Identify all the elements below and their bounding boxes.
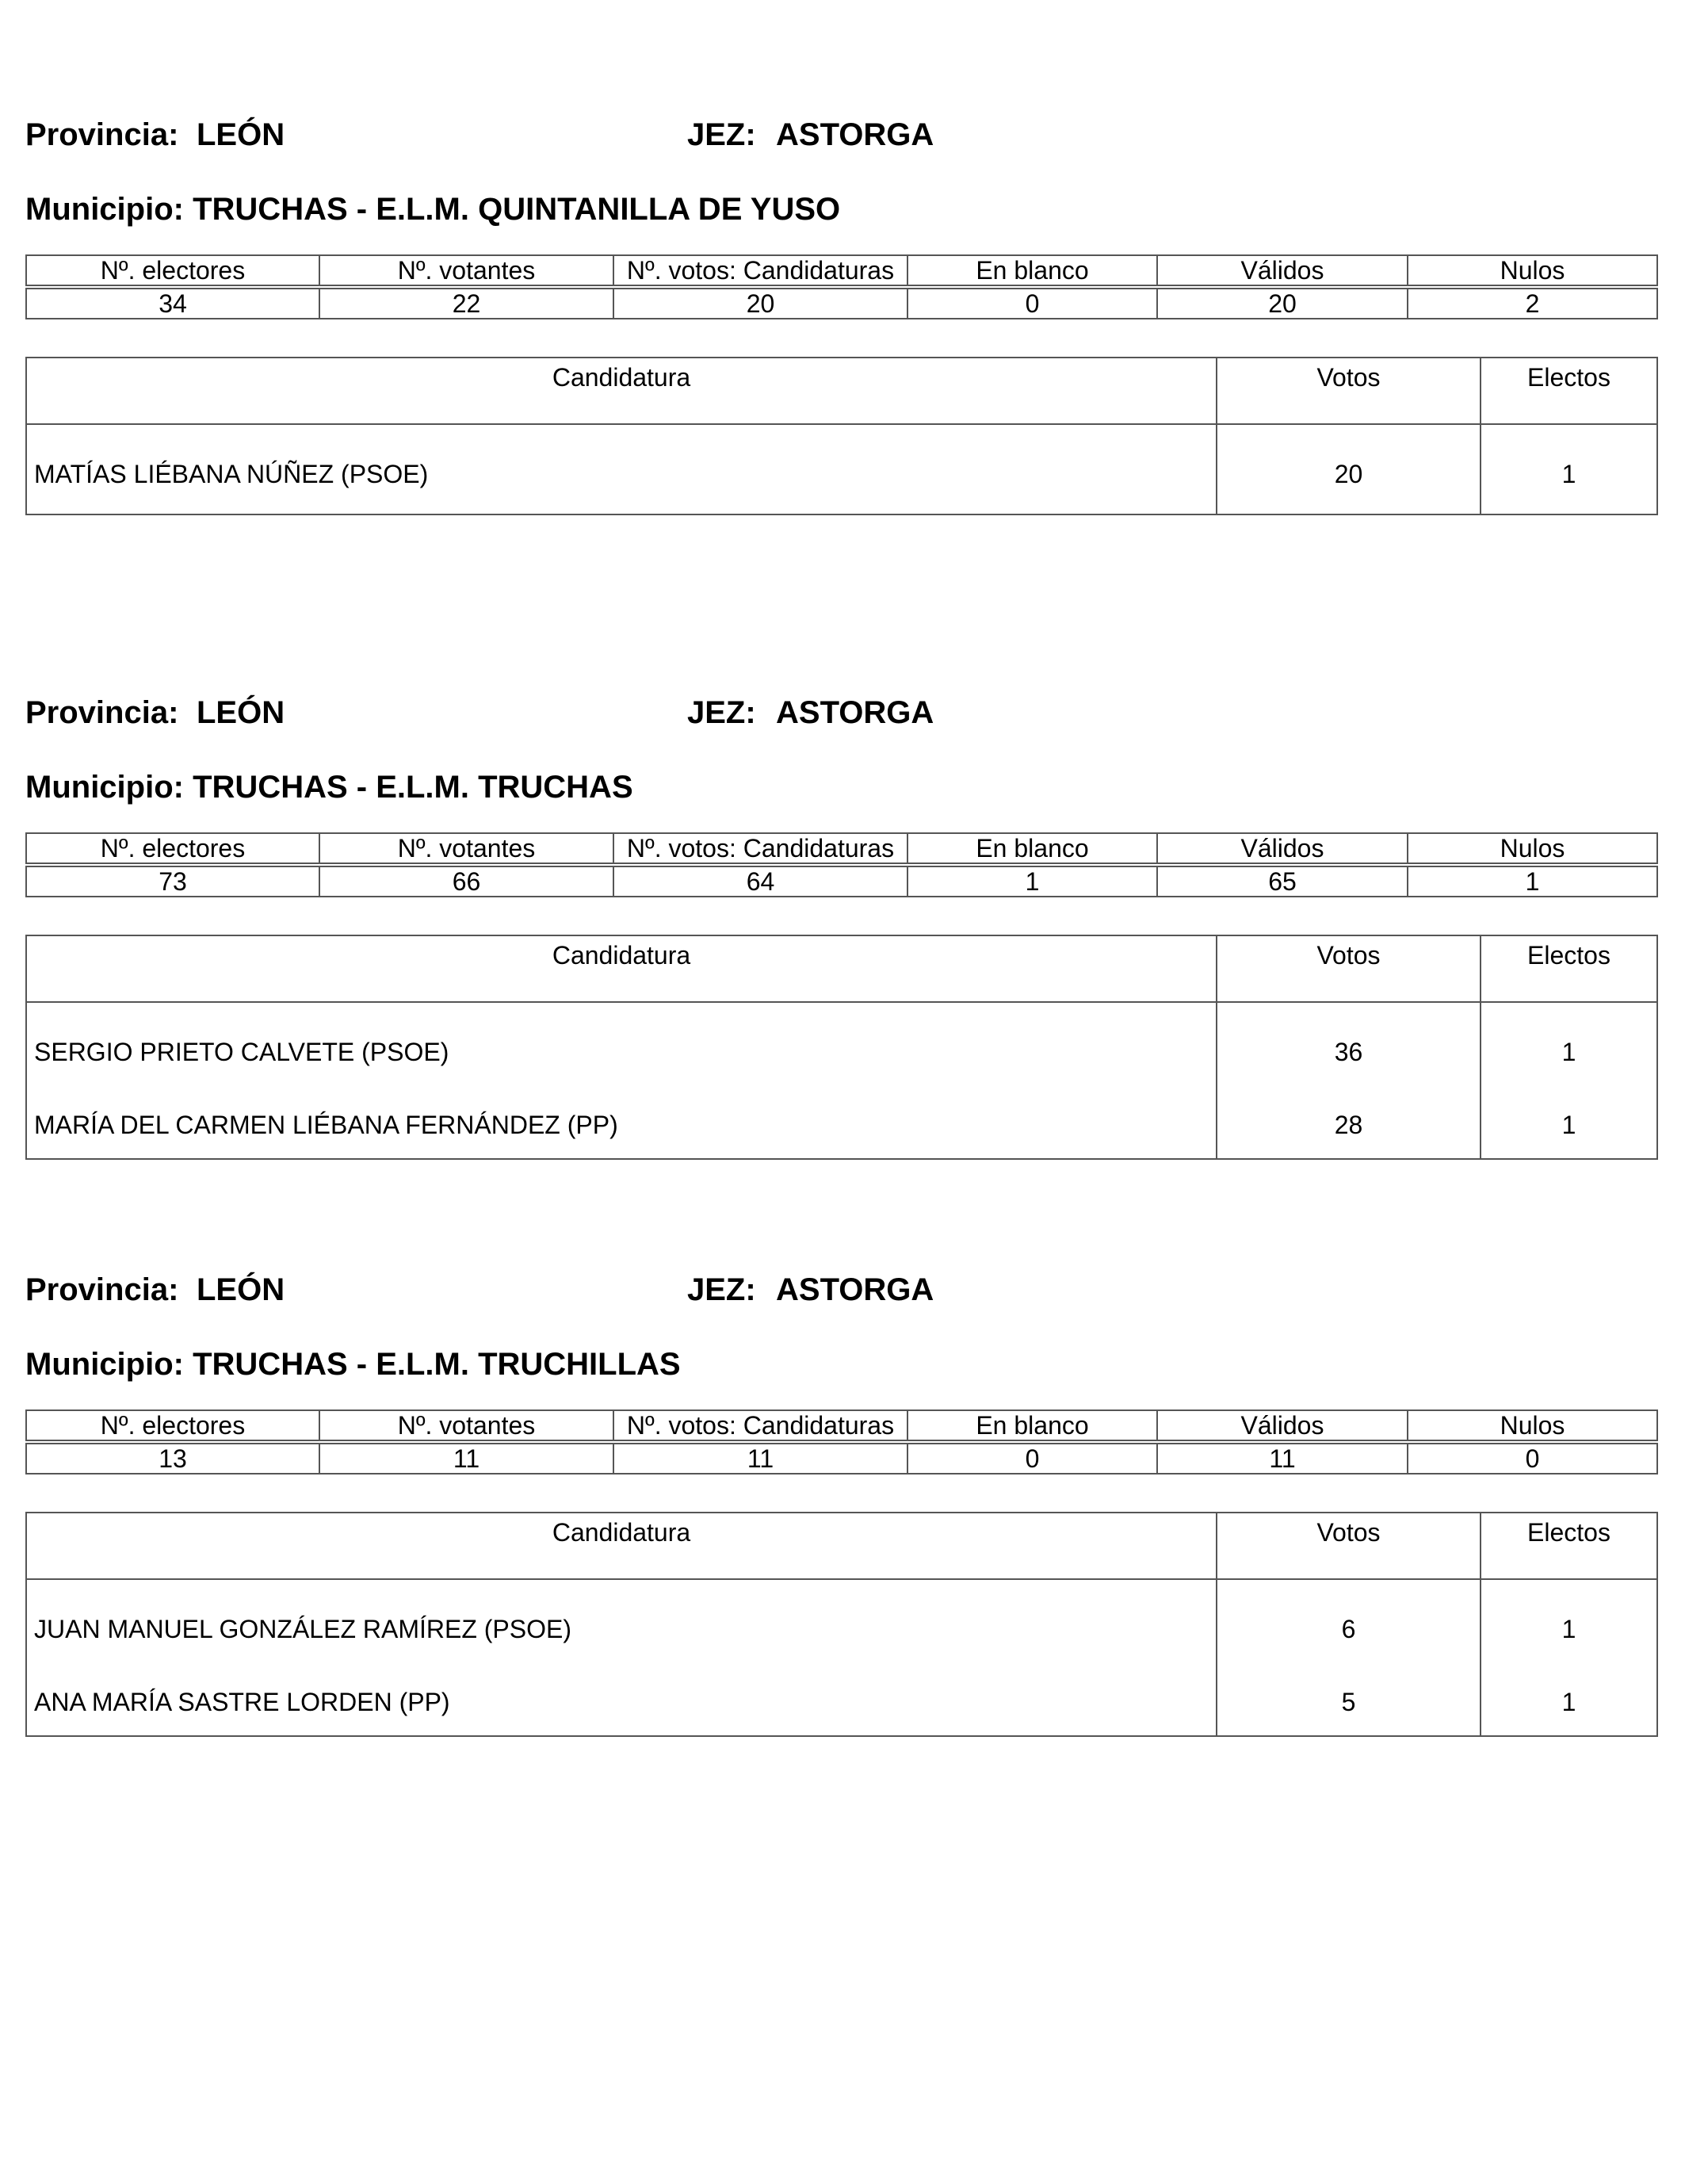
- candidates-table: [25, 1512, 1658, 1737]
- candidate-electos: 1: [1481, 424, 1657, 514]
- stats-value-row: [26, 289, 1657, 319]
- candidate-name: MARÍA DEL CARMEN LIÉBANA FERNÁNDEZ (PP): [26, 1092, 1217, 1159]
- stat-value-en-blanco: 0: [907, 1444, 1157, 1474]
- stat-value-votantes: 66: [319, 866, 613, 897]
- candidate-name: SERGIO PRIETO CALVETE (PSOE): [26, 1002, 1217, 1092]
- stat-value-en-blanco: 1: [907, 866, 1157, 897]
- stat-header-validos: Válidos: [1157, 833, 1408, 863]
- stat-value-votantes: 11: [319, 1444, 613, 1474]
- cand-header-electos: Electos: [1481, 935, 1657, 1002]
- provincia-label: Provincia:: [25, 117, 179, 152]
- stat-header-electores: Nº. electores: [26, 833, 319, 863]
- jez-value: ASTORGA: [776, 1272, 934, 1307]
- municipio-value: TRUCHAS - E.L.M. TRUCHAS: [193, 770, 633, 805]
- stat-header-votantes: Nº. votantes: [319, 1410, 613, 1440]
- candidate-row: [26, 1092, 1657, 1159]
- cand-header-candidatura: Candidatura: [26, 1513, 1217, 1579]
- candidates-header-row: [26, 1513, 1657, 1579]
- candidate-row: [26, 424, 1657, 514]
- header-line: [25, 690, 1656, 735]
- municipio-value: TRUCHAS - E.L.M. QUINTANILLA DE YUSO: [193, 192, 841, 227]
- candidate-votos: 28: [1217, 1092, 1481, 1159]
- stat-header-votantes: Nº. votantes: [319, 833, 613, 863]
- header-line: [25, 113, 1656, 157]
- provincia-value: LEÓN: [197, 695, 285, 730]
- municipio-line: [25, 765, 1656, 809]
- stats-header-row: [26, 255, 1657, 285]
- municipio-label: Municipio:: [25, 770, 184, 805]
- jez-value: ASTORGA: [776, 695, 934, 730]
- section-truchas: [25, 690, 1656, 1160]
- candidate-row: [26, 1669, 1657, 1736]
- stat-value-votantes: 22: [319, 289, 613, 319]
- stat-value-electores: 73: [26, 866, 319, 897]
- municipio-line: [25, 187, 1656, 231]
- stats-value-row: [26, 1444, 1657, 1474]
- stat-value-votos-candidaturas: 64: [613, 866, 907, 897]
- stat-value-validos: 20: [1157, 289, 1408, 319]
- stat-header-nulos: Nulos: [1408, 833, 1657, 863]
- candidate-votos: 6: [1217, 1579, 1481, 1669]
- candidates-header-row: [26, 935, 1657, 1002]
- municipio-line: [25, 1342, 1656, 1387]
- jez-value: ASTORGA: [776, 117, 934, 152]
- provincia-label: Provincia:: [25, 695, 179, 730]
- stat-value-nulos: 2: [1408, 289, 1657, 319]
- stat-value-electores: 34: [26, 289, 319, 319]
- stat-header-electores: Nº. electores: [26, 255, 319, 285]
- candidates-table: [25, 357, 1658, 515]
- candidate-row: [26, 1002, 1657, 1092]
- cand-header-votos: Votos: [1217, 1513, 1481, 1579]
- candidate-electos: 1: [1481, 1669, 1657, 1736]
- stats-header-row: [26, 833, 1657, 863]
- header-line: [25, 1268, 1656, 1312]
- provincia-value: LEÓN: [197, 117, 285, 152]
- stat-header-votos-candidaturas: Nº. votos: Candidaturas: [613, 833, 907, 863]
- stat-header-en-blanco: En blanco: [907, 833, 1157, 863]
- municipio-value: TRUCHAS - E.L.M. TRUCHILLAS: [193, 1347, 681, 1382]
- stats-table: [25, 254, 1658, 319]
- section-quintanilla-de-yuso: [25, 113, 1656, 515]
- cand-header-candidatura: Candidatura: [26, 935, 1217, 1002]
- stat-header-electores: Nº. electores: [26, 1410, 319, 1440]
- section-truchillas: [25, 1268, 1656, 1737]
- jez-label: JEZ:: [687, 117, 756, 152]
- stat-value-validos: 65: [1157, 866, 1408, 897]
- stats-table: [25, 832, 1658, 897]
- stat-header-votos-candidaturas: Nº. votos: Candidaturas: [613, 1410, 907, 1440]
- cand-header-votos: Votos: [1217, 358, 1481, 424]
- stat-value-nulos: 1: [1408, 866, 1657, 897]
- candidate-votos: 5: [1217, 1669, 1481, 1736]
- candidate-votos: 36: [1217, 1002, 1481, 1092]
- cand-header-electos: Electos: [1481, 1513, 1657, 1579]
- stats-table: [25, 1409, 1658, 1474]
- cand-header-electos: Electos: [1481, 358, 1657, 424]
- provincia-label: Provincia:: [25, 1272, 179, 1307]
- jez-label: JEZ:: [687, 695, 756, 730]
- stat-header-votantes: Nº. votantes: [319, 255, 613, 285]
- stat-header-en-blanco: En blanco: [907, 255, 1157, 285]
- stat-header-en-blanco: En blanco: [907, 1410, 1157, 1440]
- candidate-votos: 20: [1217, 424, 1481, 514]
- candidate-name: JUAN MANUEL GONZÁLEZ RAMÍREZ (PSOE): [26, 1579, 1217, 1669]
- stat-value-electores: 13: [26, 1444, 319, 1474]
- candidate-row: [26, 1579, 1657, 1669]
- stat-value-validos: 11: [1157, 1444, 1408, 1474]
- stat-header-nulos: Nulos: [1408, 255, 1657, 285]
- candidates-header-row: [26, 358, 1657, 424]
- cand-header-votos: Votos: [1217, 935, 1481, 1002]
- stats-header-row: [26, 1410, 1657, 1440]
- candidate-electos: 1: [1481, 1092, 1657, 1159]
- cand-header-candidatura: Candidatura: [26, 358, 1217, 424]
- stat-value-votos-candidaturas: 11: [613, 1444, 907, 1474]
- municipio-label: Municipio:: [25, 192, 184, 227]
- stat-header-nulos: Nulos: [1408, 1410, 1657, 1440]
- stat-header-validos: Válidos: [1157, 255, 1408, 285]
- candidate-electos: 1: [1481, 1579, 1657, 1669]
- candidates-table: [25, 935, 1658, 1160]
- candidate-electos: 1: [1481, 1002, 1657, 1092]
- jez-label: JEZ:: [687, 1272, 756, 1307]
- candidate-name: ANA MARÍA SASTRE LORDEN (PP): [26, 1669, 1217, 1736]
- candidate-name: MATÍAS LIÉBANA NÚÑEZ (PSOE): [26, 424, 1217, 514]
- stat-value-en-blanco: 0: [907, 289, 1157, 319]
- stat-header-votos-candidaturas: Nº. votos: Candidaturas: [613, 255, 907, 285]
- municipio-label: Municipio:: [25, 1347, 184, 1382]
- stat-value-nulos: 0: [1408, 1444, 1657, 1474]
- provincia-value: LEÓN: [197, 1272, 285, 1307]
- stat-value-votos-candidaturas: 20: [613, 289, 907, 319]
- stats-value-row: [26, 866, 1657, 897]
- stat-header-validos: Válidos: [1157, 1410, 1408, 1440]
